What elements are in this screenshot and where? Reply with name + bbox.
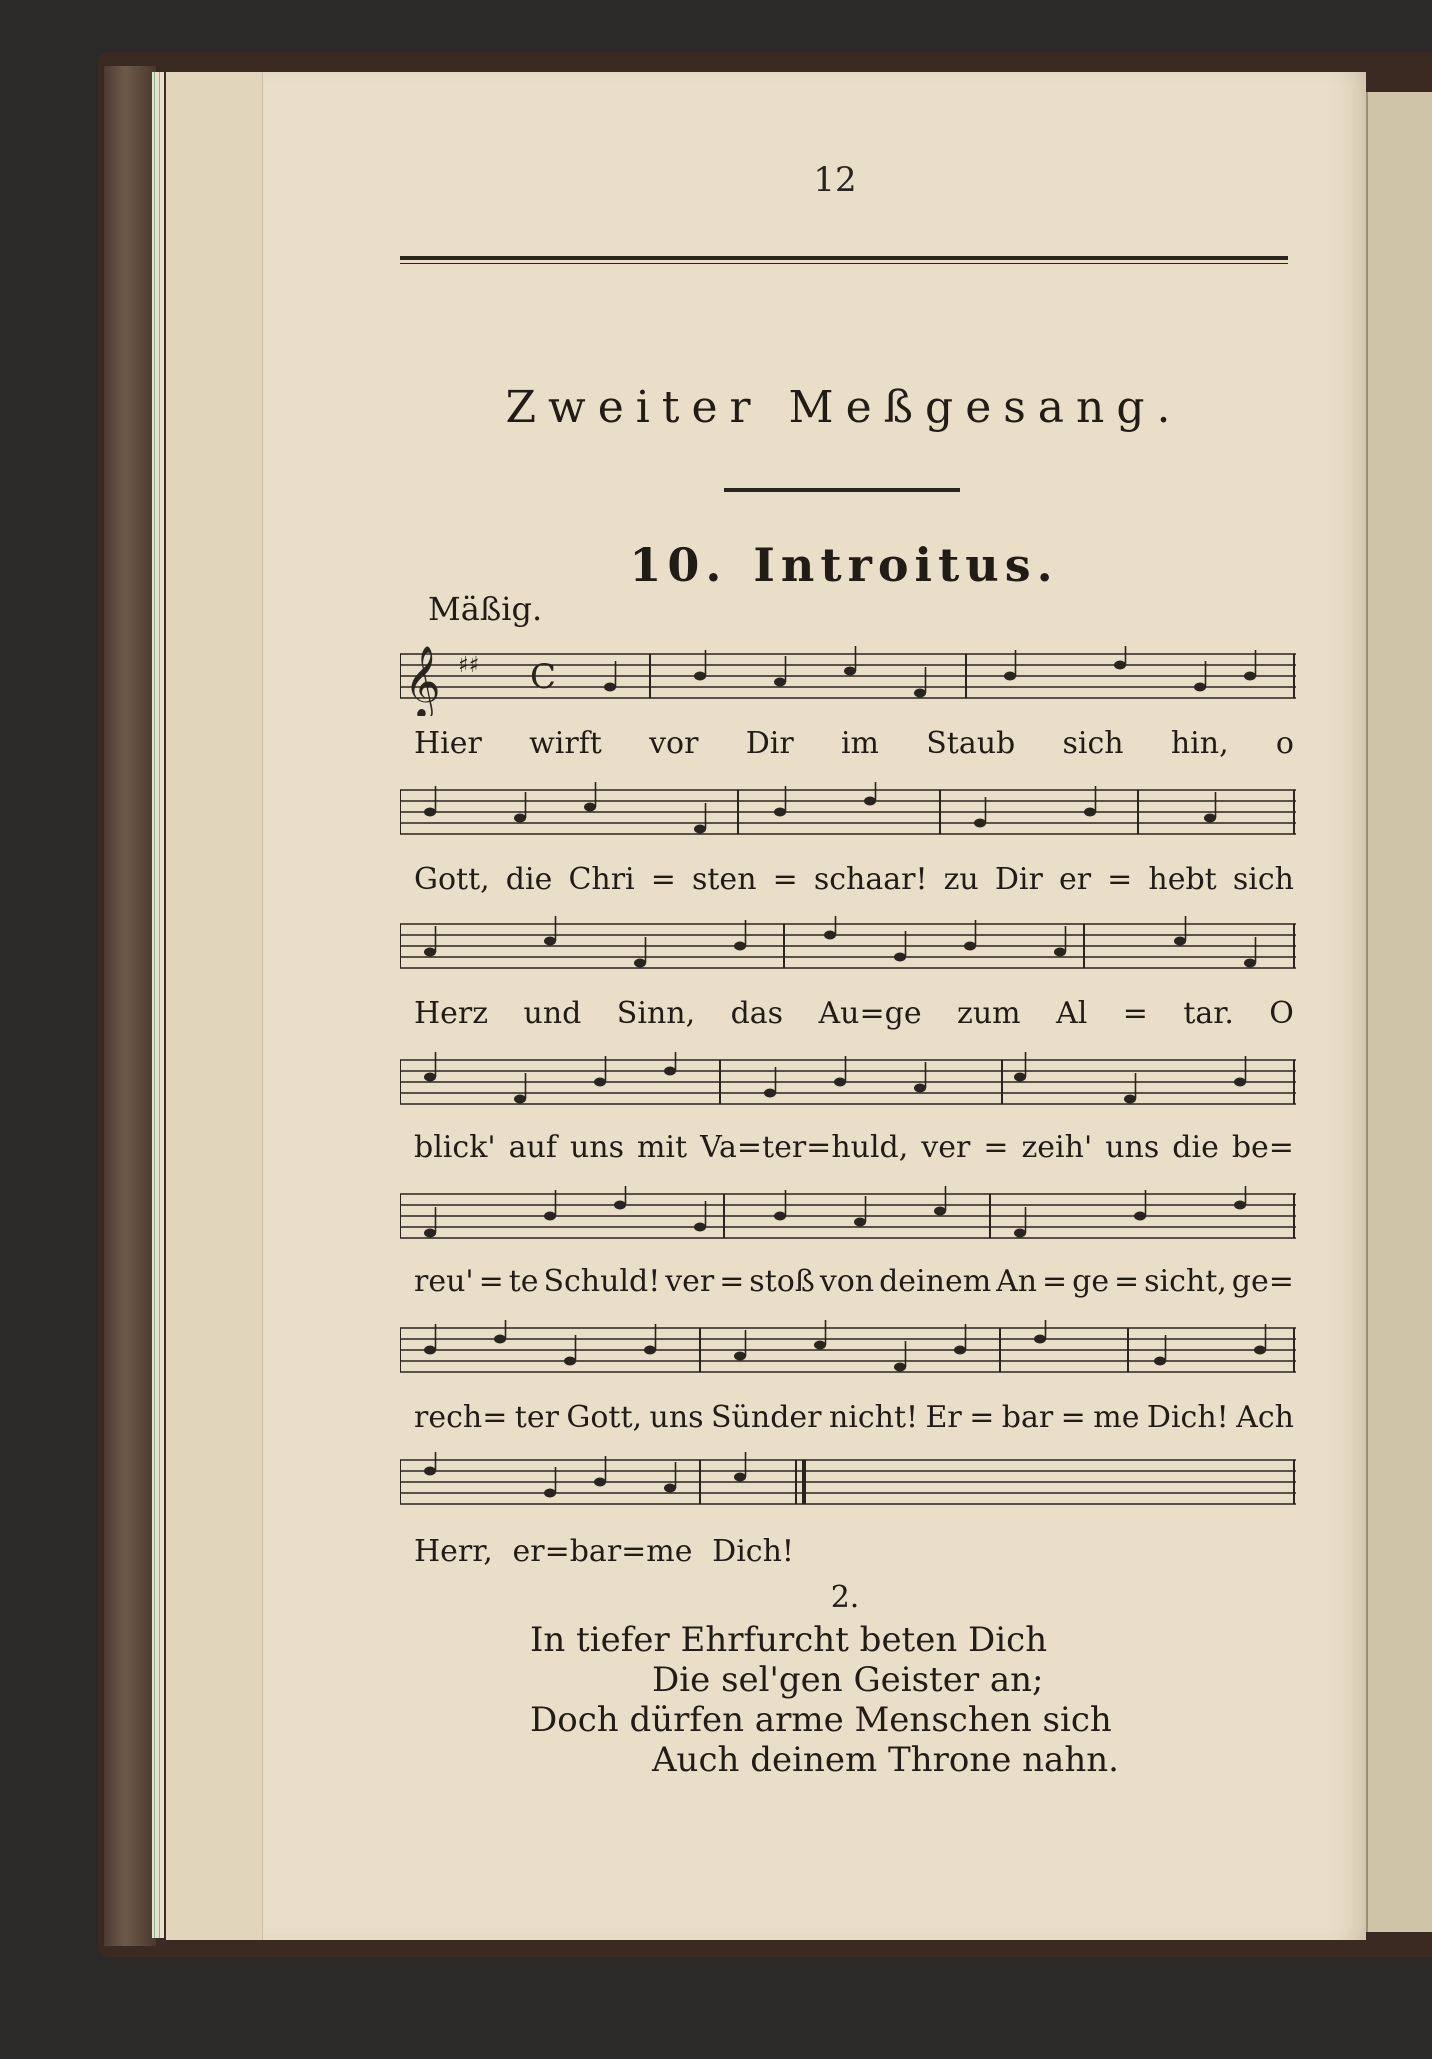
note-head xyxy=(514,814,526,823)
lyric-syllable: vor xyxy=(649,726,699,761)
verse-line: Auch deinem Throne nahn. xyxy=(652,1740,1119,1780)
lyric-syllable: wirft xyxy=(529,726,602,761)
lyrics-line xyxy=(414,1534,794,1569)
lyric-syllable: = xyxy=(1114,1264,1140,1299)
note-head xyxy=(1194,683,1206,692)
verse-line: Die sel'gen Geister an; xyxy=(652,1660,1044,1700)
note-head xyxy=(1174,937,1186,946)
lyric-syllable: Al xyxy=(1056,996,1088,1031)
note-head xyxy=(564,1357,576,1366)
header-rule xyxy=(400,256,1288,260)
staff-system xyxy=(400,646,1296,716)
lyric-syllable: zeih' xyxy=(1021,1130,1093,1165)
lyric-syllable: tar. xyxy=(1183,996,1234,1031)
lyric-syllable: uns xyxy=(569,1130,624,1165)
note-head xyxy=(634,959,646,968)
lyric-syllable: me xyxy=(1093,1400,1140,1435)
staff-lines xyxy=(400,782,1296,852)
note-head xyxy=(764,1089,776,1098)
song-number: 10. xyxy=(629,538,728,592)
note-head xyxy=(854,1218,866,1227)
note-head xyxy=(914,1084,926,1093)
lyrics-line xyxy=(414,862,1294,897)
note-head xyxy=(424,1073,436,1082)
note-head xyxy=(584,803,596,812)
lyric-syllable: = xyxy=(719,1264,745,1299)
lyric-syllable: das xyxy=(730,996,784,1031)
common-time-icon: C xyxy=(530,657,557,697)
page-gutter xyxy=(166,72,263,1940)
note-head xyxy=(604,683,616,692)
lyric-syllable: reu' xyxy=(414,1264,474,1299)
lyric-syllable: er=bar=me xyxy=(512,1534,693,1569)
note-head xyxy=(424,1229,436,1238)
note-head xyxy=(734,1352,746,1361)
lyric-syllable: uns xyxy=(1105,1130,1160,1165)
staff-lines xyxy=(400,646,1296,716)
note-head xyxy=(894,953,906,962)
song-title: Introitus. xyxy=(753,538,1059,592)
note-head xyxy=(694,1223,706,1232)
lyric-syllable: Hier xyxy=(414,726,482,761)
note-head xyxy=(1014,1229,1026,1238)
lyric-syllable: = xyxy=(478,1264,504,1299)
note-head xyxy=(644,1346,656,1355)
note-head xyxy=(494,1335,506,1344)
note-head xyxy=(424,808,436,817)
note-head xyxy=(1054,948,1066,957)
lyrics-line xyxy=(414,1400,1294,1435)
lyric-syllable: er xyxy=(1058,862,1092,897)
note-head xyxy=(594,1478,606,1487)
note-head xyxy=(514,1095,526,1104)
lyric-syllable: = xyxy=(1122,996,1148,1031)
note-head xyxy=(1234,1078,1246,1087)
staff-lines xyxy=(400,916,1296,986)
staff-system xyxy=(400,1186,1296,1256)
lyric-syllable: zu xyxy=(943,862,979,897)
staff-lines xyxy=(400,1186,1296,1256)
lyrics-line xyxy=(414,1130,1294,1165)
note-head xyxy=(734,1473,746,1482)
title-rule xyxy=(724,488,960,492)
note-head xyxy=(894,1363,906,1372)
lyric-syllable: = xyxy=(650,862,676,897)
note-head xyxy=(694,672,706,681)
lyric-syllable: = xyxy=(969,1400,995,1435)
note-head xyxy=(424,948,436,957)
lyric-syllable: An xyxy=(996,1264,1038,1299)
note-head xyxy=(544,1489,556,1498)
staff-system xyxy=(400,1452,1296,1522)
lyric-syllable: = xyxy=(983,1130,1009,1165)
note-head xyxy=(974,819,986,828)
lyric-syllable: Dir xyxy=(745,726,794,761)
note-head xyxy=(934,1207,946,1216)
note-head xyxy=(544,1212,556,1221)
note-head xyxy=(1234,1201,1246,1210)
lyric-syllable: o xyxy=(1275,726,1294,761)
lyric-syllable: Dich! xyxy=(1146,1400,1229,1435)
next-page-edge xyxy=(1366,92,1432,1932)
song-heading xyxy=(400,538,1288,592)
note-head xyxy=(1124,1095,1136,1104)
staff-system xyxy=(400,1052,1296,1122)
note-head xyxy=(1014,1073,1026,1082)
lyric-syllable: = xyxy=(1060,1400,1086,1435)
note-head xyxy=(864,797,876,806)
lyrics-line xyxy=(414,726,1294,761)
lyric-syllable: = xyxy=(1107,862,1133,897)
note-head xyxy=(1244,672,1256,681)
note-head xyxy=(774,1212,786,1221)
note-head xyxy=(774,808,786,817)
lyric-syllable: ter xyxy=(514,1400,559,1435)
lyric-syllable: te xyxy=(508,1264,539,1299)
key-signature-icon: ♯♯ xyxy=(458,653,480,678)
lyric-syllable: Gott, xyxy=(414,862,490,897)
lyric-syllable: Staub xyxy=(926,726,1016,761)
note-head xyxy=(844,667,856,676)
lyric-syllable: Va=ter=huld, xyxy=(700,1130,909,1165)
note-head xyxy=(954,1346,966,1355)
lyric-syllable: = xyxy=(1042,1264,1068,1299)
verse-line: Doch dürfen arme Menschen sich xyxy=(530,1700,1112,1740)
note-head xyxy=(1114,661,1126,670)
lyric-syllable: im xyxy=(840,726,879,761)
lyric-syllable: zum xyxy=(957,996,1021,1031)
note-head xyxy=(814,1341,826,1350)
lyric-syllable: hebt xyxy=(1148,862,1217,897)
lyric-syllable: be= xyxy=(1231,1130,1294,1165)
note-head xyxy=(664,1067,676,1076)
lyric-syllable: sich xyxy=(1232,862,1294,897)
staff-system xyxy=(400,782,1296,852)
book-spine xyxy=(104,66,156,1946)
lyric-syllable: ge= xyxy=(1231,1264,1294,1299)
note-head xyxy=(774,678,786,687)
note-head xyxy=(834,1078,846,1087)
page-number: 12 xyxy=(813,160,857,200)
note-head xyxy=(424,1346,436,1355)
lyric-syllable: auf xyxy=(508,1130,557,1165)
lyric-syllable: stoß xyxy=(749,1264,815,1299)
note-head xyxy=(694,825,706,834)
note-head xyxy=(1204,814,1216,823)
note-head xyxy=(424,1467,436,1476)
lyric-syllable: sten xyxy=(691,862,757,897)
note-head xyxy=(1134,1212,1146,1221)
header-rule-thin xyxy=(400,263,1288,264)
lyric-syllable: deinem xyxy=(879,1264,992,1299)
tempo-marking: Mäßig. xyxy=(428,590,543,628)
lyric-syllable: sich xyxy=(1062,726,1124,761)
lyric-syllable: bar xyxy=(1001,1400,1054,1435)
lyric-syllable: Dir xyxy=(994,862,1043,897)
page-edges xyxy=(152,72,164,1938)
treble-clef-icon: 𝄞 xyxy=(404,646,441,716)
lyric-syllable: nicht! xyxy=(828,1400,919,1435)
lyric-syllable: Dich! xyxy=(712,1534,794,1569)
lyric-syllable: Herz xyxy=(414,996,489,1031)
note-head xyxy=(544,937,556,946)
staff-lines xyxy=(400,1452,1296,1522)
note-head xyxy=(1034,1335,1046,1344)
lyric-syllable: die xyxy=(505,862,553,897)
note-head xyxy=(1244,959,1256,968)
staff-lines xyxy=(400,1052,1296,1122)
lyric-syllable: hin, xyxy=(1170,726,1229,761)
verse-number: 2. xyxy=(830,1580,860,1615)
staff-system xyxy=(400,1320,1296,1390)
lyric-syllable: und xyxy=(523,996,582,1031)
lyric-syllable: ver xyxy=(665,1264,715,1299)
lyric-syllable: die xyxy=(1172,1130,1219,1165)
note-head xyxy=(1004,672,1016,681)
lyric-syllable: Au=ge xyxy=(818,996,922,1031)
note-head xyxy=(1254,1346,1266,1355)
lyric-syllable: blick' xyxy=(414,1130,496,1165)
lyric-syllable: Er xyxy=(925,1400,962,1435)
lyric-syllable: Schuld! xyxy=(543,1264,661,1299)
note-head xyxy=(1084,808,1096,817)
lyric-syllable: Gott, xyxy=(566,1400,643,1435)
lyrics-line xyxy=(414,1264,1294,1299)
lyric-syllable: Herr, xyxy=(414,1534,493,1569)
lyric-syllable: schaar! xyxy=(813,862,928,897)
note-head xyxy=(664,1484,676,1493)
lyric-syllable: sicht, xyxy=(1144,1264,1227,1299)
staff-system xyxy=(400,916,1296,986)
lyric-syllable: = xyxy=(772,862,798,897)
lyrics-line xyxy=(414,996,1294,1031)
note-head xyxy=(914,689,926,698)
note-head xyxy=(964,942,976,951)
note-head xyxy=(734,942,746,951)
lyric-syllable: Chri xyxy=(568,862,635,897)
note-head xyxy=(824,931,836,940)
section-title: Zweiter Meßgesang. xyxy=(505,382,1183,433)
note-head xyxy=(1154,1357,1166,1366)
lyric-syllable: rech= xyxy=(414,1400,508,1435)
lyric-syllable: ver xyxy=(921,1130,971,1165)
lyric-syllable: Sünder xyxy=(711,1400,822,1435)
lyric-syllable: uns xyxy=(649,1400,704,1435)
lyric-syllable: Sinn, xyxy=(616,996,696,1031)
lyric-syllable: Ach xyxy=(1236,1400,1294,1435)
note-head xyxy=(594,1078,606,1087)
lyric-syllable: mit xyxy=(636,1130,688,1165)
note-head xyxy=(614,1201,626,1210)
lyric-syllable: von xyxy=(819,1264,875,1299)
staff-lines xyxy=(400,1320,1296,1390)
lyric-syllable: ge xyxy=(1072,1264,1110,1299)
lyric-syllable: O xyxy=(1269,996,1294,1031)
verse-line: In tiefer Ehrfurcht beten Dich xyxy=(530,1620,1048,1660)
